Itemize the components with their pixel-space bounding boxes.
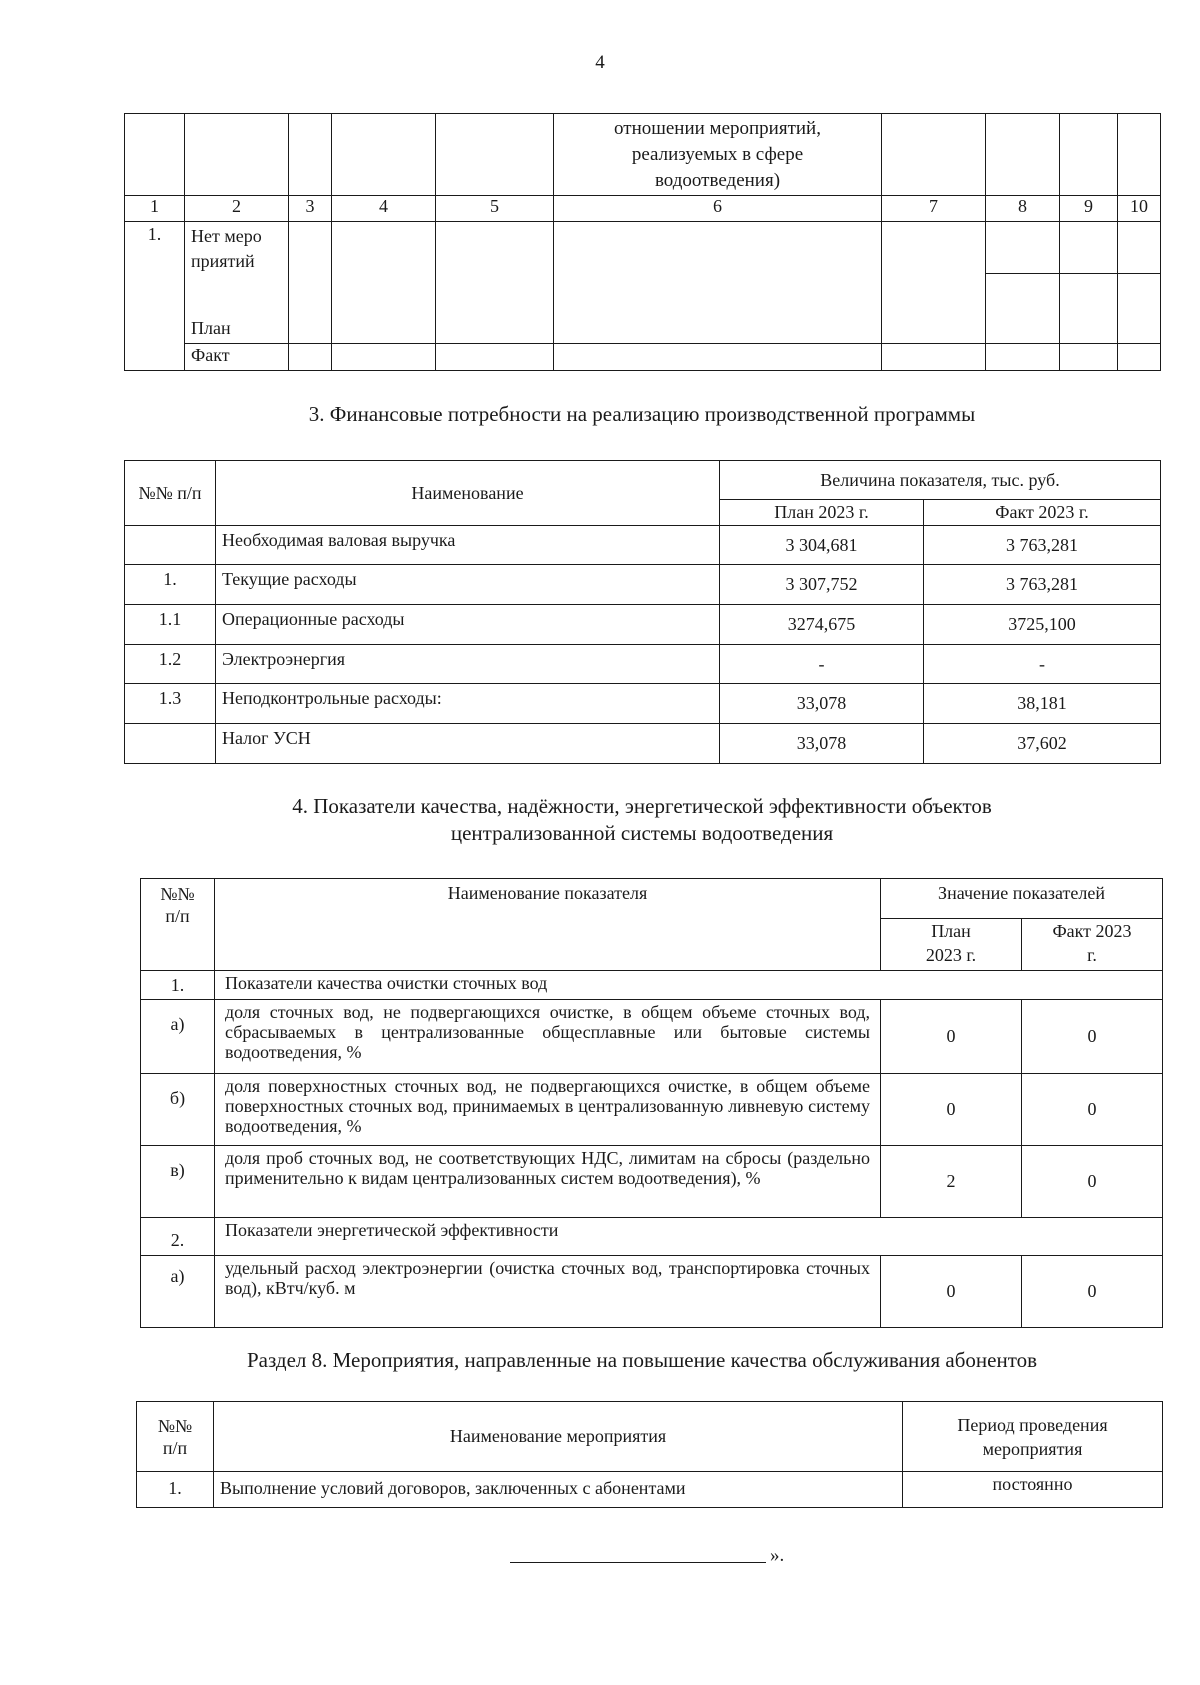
row-name: Необходимая валовая выручка: [216, 526, 720, 565]
table-row: [125, 645, 1161, 684]
table-row: [125, 526, 1161, 565]
column-number: 6: [554, 196, 882, 222]
group-row: [141, 1218, 1163, 1256]
row-plan: 0: [881, 1074, 1022, 1146]
events-cell: [332, 222, 436, 344]
row-num: [125, 526, 216, 565]
row-fact: 37,602: [924, 724, 1161, 764]
events-cell: [1118, 114, 1161, 196]
header-period: Период проведения мероприятия: [903, 1402, 1163, 1472]
column-number: 4: [332, 196, 436, 222]
group-num: 1.: [141, 971, 215, 1000]
events-cell: [289, 222, 332, 344]
events-cell: [185, 114, 289, 196]
row-name: удельный расход электроэнергии (очистка сточных вод, транспортировка сточных вод), кВтч/куб. м: [215, 1256, 881, 1328]
events-cell: [554, 344, 882, 371]
row-fact: 0: [1022, 1000, 1163, 1074]
table-row: [125, 605, 1161, 645]
events-cell: [289, 344, 332, 371]
events-cell: [332, 114, 436, 196]
column-number: 3: [289, 196, 332, 222]
events-cell: [1060, 274, 1118, 344]
table-row: [141, 1074, 1163, 1146]
row-fact: 3 763,281: [924, 526, 1161, 565]
row-fact: 0: [1022, 1256, 1163, 1328]
row-name: Операционные расходы: [216, 605, 720, 645]
events-cell: [289, 114, 332, 196]
section4-title: [124, 793, 1160, 847]
plan-label: План: [191, 318, 231, 338]
service-quality-table: [136, 1401, 1163, 1508]
events-table: [124, 113, 1161, 371]
row-num: 1.3: [125, 684, 216, 724]
events-cell: [882, 114, 986, 196]
row-fact: 0: [1022, 1146, 1163, 1218]
header-plan: План 2023 г.: [720, 500, 924, 526]
table-row: [125, 684, 1161, 724]
row-plan: 2: [881, 1146, 1022, 1218]
row-name: Неподконтрольные расходы:: [216, 684, 720, 724]
row-num: 1.2: [125, 645, 216, 684]
events-cell: [332, 344, 436, 371]
events-cell: [1118, 344, 1161, 371]
row-fact: -: [924, 645, 1161, 684]
events-cell: [1118, 222, 1161, 274]
events-cell: [882, 222, 986, 344]
row-num: в): [141, 1146, 215, 1218]
group-name: Показатели энергетической эффективности: [215, 1218, 1163, 1256]
events-header-continued: отношении мероприятий, реализуемых в сфере водоотведения): [554, 114, 882, 196]
row-plan: 33,078: [720, 724, 924, 764]
row-plan: -: [720, 645, 924, 684]
column-number: 2: [185, 196, 289, 222]
table-row: [141, 1000, 1163, 1074]
events-cell: [1118, 274, 1161, 344]
row-name: доля сточных вод, не подвергающихся очистке, в общем объеме сточных вод, сбрасываемых в централизованные общесплавные или бытовые системы водоотведения, %: [215, 1000, 881, 1074]
group-num: 2.: [141, 1218, 215, 1256]
column-number: 1: [125, 196, 185, 222]
events-cell: [986, 114, 1060, 196]
row-number: 1.: [125, 222, 185, 371]
row-name: Налог УСН: [216, 724, 720, 764]
row-plan: 3274,675: [720, 605, 924, 645]
events-cell: [436, 114, 554, 196]
header-num-text: №№ п/п: [160, 884, 195, 926]
events-cell: [436, 222, 554, 344]
section4-title-line1: 4. Показатели качества, надёжности, энергетической эффективности объектов: [292, 794, 992, 818]
table-row: [137, 1472, 1163, 1508]
column-number: 5: [436, 196, 554, 222]
header-num: [141, 879, 215, 971]
row-num: 1.1: [125, 605, 216, 645]
events-cell: [986, 344, 1060, 371]
closing-quote: ».: [770, 1545, 785, 1566]
events-cell: [125, 114, 185, 196]
header-value-group: Величина показателя, тыс. руб.: [720, 461, 1161, 500]
section3-title: 3. Финансовые потребности на реализацию производственной программы: [308, 402, 976, 426]
header-num: №№ п/п: [125, 461, 216, 526]
column-number: 10: [1118, 196, 1161, 222]
events-cell: [1060, 344, 1118, 371]
header-fact: Факт 2023 г.: [1022, 919, 1163, 971]
row-plan: 3 304,681: [720, 526, 924, 565]
group-row: [141, 971, 1163, 1000]
row-plan: 0: [881, 1000, 1022, 1074]
financial-needs-table: [124, 460, 1161, 764]
column-number: 9: [1060, 196, 1118, 222]
row-fact: 38,181: [924, 684, 1161, 724]
group-name: Показатели качества очистки сточных вод: [215, 971, 1163, 1000]
row-num: 1.: [125, 565, 216, 605]
closing-underline: [510, 1562, 766, 1563]
row-num: б): [141, 1074, 215, 1146]
row-num: а): [141, 1256, 215, 1328]
events-cell: [1060, 222, 1118, 274]
header-value-group: Значение показателей: [881, 879, 1163, 919]
row-fact: 0: [1022, 1074, 1163, 1146]
row-name: Электроэнергия: [216, 645, 720, 684]
section8-title: Раздел 8. Мероприятия, направленные на повышение качества обслуживания абонентов: [246, 1348, 1038, 1372]
header-num: [137, 1402, 214, 1472]
row-plan: 33,078: [720, 684, 924, 724]
row-name: доля поверхностных сточных вод, не подвергающихся очистке, в общем объеме поверхностных сточных вод, принимаемых в централизованную ливневую систему водоотведения, %: [215, 1074, 881, 1146]
table-row: [125, 565, 1161, 605]
header-fact: Факт 2023 г.: [924, 500, 1161, 526]
events-cell: [882, 344, 986, 371]
header-plan: План 2023 г.: [881, 919, 1022, 971]
row-name: Выполнение условий договоров, заключенных с абонентами: [214, 1472, 903, 1508]
row-period: постоянно: [903, 1472, 1163, 1508]
row-name: [185, 222, 289, 344]
header-num-text: №№ п/п: [157, 1415, 193, 1458]
quality-indicators-table: [140, 878, 1163, 1328]
events-cell: [554, 222, 882, 344]
table-row: [125, 724, 1161, 764]
row-fact: 3 763,281: [924, 565, 1161, 605]
events-cell: [986, 222, 1060, 274]
table-row: [141, 1146, 1163, 1218]
header-name: Наименование мероприятия: [214, 1402, 903, 1472]
row-plan: 0: [881, 1256, 1022, 1328]
row-name-text: Нет мероприятий: [191, 226, 262, 271]
section4-title-line2: централизованной системы водоотведения: [450, 821, 834, 845]
row-num: [125, 724, 216, 764]
row-name: Текущие расходы: [216, 565, 720, 605]
events-cell: [986, 274, 1060, 344]
events-cell: [436, 344, 554, 371]
row-name: доля проб сточных вод, не соответствующих НДС, лимитам на сбросы (раздельно применительно к видам централизованных систем водоотведения), %: [215, 1146, 881, 1218]
table-row: [141, 1256, 1163, 1328]
row-num: а): [141, 1000, 215, 1074]
header-name: Наименование: [216, 461, 720, 526]
fact-label: Факт: [185, 344, 289, 371]
column-number: 7: [882, 196, 986, 222]
header-name: Наименование показателя: [215, 879, 881, 971]
row-plan: 3 307,752: [720, 565, 924, 605]
row-fact: 3725,100: [924, 605, 1161, 645]
row-num: 1.: [137, 1472, 214, 1508]
page-number: 4: [595, 52, 605, 73]
column-number: 8: [986, 196, 1060, 222]
events-cell: [1060, 114, 1118, 196]
